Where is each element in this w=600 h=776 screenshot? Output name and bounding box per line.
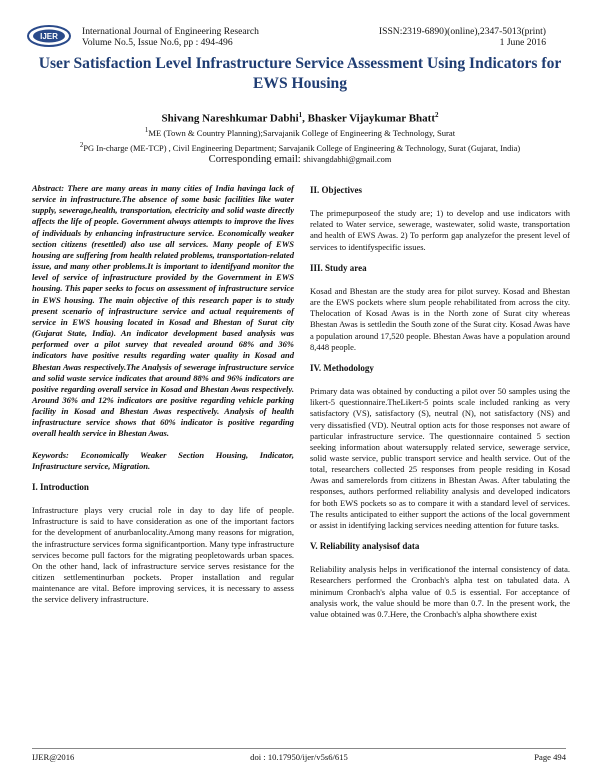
objectives-heading: II. Objectives [310, 185, 362, 195]
reliability-heading: V. Reliability analysisof data [310, 541, 420, 552]
journal-logo [26, 24, 72, 48]
logo-text: IJER [40, 32, 58, 41]
methodology-heading: IV. Methodology [310, 362, 374, 373]
journal-name: International Journal of Engineering Research [82, 26, 259, 37]
author-1: Shivang Nareshkumar Dabhi [161, 112, 299, 125]
introduction-text: Infrastructure plays very crucial role in day to day life of people. Infrastructure is said to have consideration as one of the important factors for the development of anurbanlocality.Among many reasons for migration, the infrastructure services forma significantportion. Many type infrastructure services become pull factors for the migrating peopletowards urban spaces. On the other hand, lack of infrastructure service serves resistance for the citizen settlementinurban pockets. Proper installation and regular maintenance are vital. Before improving services, it is necessary to assess the service delivery infrastructure. [32, 505, 294, 605]
reliability-text: Reliability analysis helps in verificationof the internal consistency of data. Researchers performed the Cronbach's alpha test on tabulated data. A minimum Cronbach's alpha value of 0.5 is essential. For acceptance of analysis work, the value should be more than 0.7. In the present work, the value obtained was 0.7.Here, the Cronbach's alpha showthere exist [310, 564, 570, 619]
email-link[interactable]: shivangdabhi@gmail.com [303, 155, 392, 164]
journal-issn-block [379, 26, 546, 48]
introduction-heading: I. Introduction [32, 481, 89, 492]
affiliation-1-text: ME (Town & Country Planning);Sarvajanik College of Engineering & Technology, Surat [148, 127, 456, 138]
corresponding-label: Corresponding email: [208, 154, 304, 165]
affiliation-2 [0, 141, 600, 153]
journal-info [82, 26, 259, 48]
affiliation-1-sup: 1 [144, 126, 149, 134]
author-2-sup: 2 [434, 111, 439, 119]
affiliation-2-text: PG In-charge (ME-TCP) , Civil Engineering Department; Sarvajanik College of Engineering & Technology, Surat (Gujarat, India) [83, 143, 521, 153]
journal-issn: ISSN:2319-6890)(online),2347-5013(print) [378, 26, 546, 37]
objectives-text: The primepurposeof the study are; 1) to develop and use indicators with related to Water service, sewerage, wastewater, solid waste, transportation and health of EWS Awas. 2) To perform gap analyzefor the present level of services to identifyspecific issues. [310, 208, 570, 252]
page-footer [32, 752, 566, 766]
author-1-sup: 1 [298, 111, 303, 119]
left-column [32, 183, 294, 615]
footer-copyright: IJER@2016 [32, 752, 75, 762]
affiliation-1 [0, 126, 600, 138]
footer-doi: doi : 10.17950/ijer/v5s6/615 [250, 752, 348, 762]
paper-title: User Satisfaction Level Infrastructure Service Assessment Using Indicators for EWS Housing [38, 55, 562, 92]
author-2: Bhasker Vijaykumar Bhatt [307, 112, 435, 125]
right-column [310, 183, 570, 630]
journal-volume: Volume No.5, Issue No.6, pp : 494-496 [82, 37, 233, 48]
methodology-text: Primary data was obtained by conducting a pilot over 50 samples using the likert-5 questionnaire.TheLikert-5 points scale included ranking as very satisfactory (VS), satisfactory (S), neutral (N), not satisfactory (NS) and very dissatisfied (VD). Neutral option acts for those responses not aware of particular infrastructure service. The questionnaire contained 5 section seeking information about watersupply related service, sewerage service, solid waste service, public transport service and health service. Out of the total, researchers collected 25 responses from people residing in Kosad Awas and samerelords from citizens in Bhestan Awas. After tabulating the responses, authors performed reliability analysis and developed indicators for both EWS pockets so as to compare it with a standard level of services. The results anticipated to either support the actions of the local government or assist in identifying lacking services needing attention for future tasks. [310, 386, 570, 530]
footer-divider [32, 748, 566, 749]
author-separator: , [302, 112, 308, 125]
study-area-heading: III. Study area [310, 262, 367, 273]
journal-header [14, 16, 586, 56]
affiliation-2-sup: 2 [79, 141, 84, 149]
abstract: Abstract: There are many areas in many cities of India havinga lack of service in infrastructure.The absence of some basic facilities like water supply, sewerage,health, transportation, electricity and solid waste directly affects the life of people. Government always attempts to improve the lives of individuals by enhancing infrastructure service. Economically weaker section citizens (resettled) also use all services. Many people of EWS housing are suffering from health related problems, transportation-related issue, and many other problems.It is important to identifyand monitor the level of service of infrastructure provided by the Government in EWS housing. This paper seeks to focus on assessment of infrastructure service in EWS housing. The main objective of this research paper is to study present scenario of infrastructure service and actual requirements of service in EWS housing located in Kosad and Bhestan of Surat city (Gujarat State, India). An indicator development based analysis was performed over a pilot survey that revealed around 68% and 36% indicators have positive results regarding water quality in Kosad and Bhestan Awas respectively.The Analysis of sewerage infrastructure service and solid waste service indicates that around 88% and 96% indicators are positive regarding overall service in Kosad and Bhestan Awas respectively. Around 36% and 12% indicators are positive regarding vehicle parking facility in Kosad and Bhestan Awas respectively. Analysis of health infrastructure service shows that 60% indicator is positive regarding overall health service in Bhestan Awas. [32, 183, 294, 439]
author-line [0, 111, 600, 125]
corresponding-email [0, 154, 600, 165]
journal-date: 1 June 2016 [499, 37, 546, 48]
keywords: Keywords: Economically Weaker Section Housing, Indicator, Infrastructure service, Migration. [32, 449, 294, 471]
footer-page-number: Page 494 [534, 752, 566, 762]
study-area-text: Kosad and Bhestan are the study area for pilot survey. Kosad and Bhestan are the EWS pockets where slum people rehabilitated from across the city. Thelocation of Kosad Awas is in the North zone of Surat city whereas Bhestan Awas is settledin the South zone of the Surat city. Kosad Awas have a population around 17,520 people. Bhestan Awas have a population around 8,448 people. [310, 285, 570, 352]
